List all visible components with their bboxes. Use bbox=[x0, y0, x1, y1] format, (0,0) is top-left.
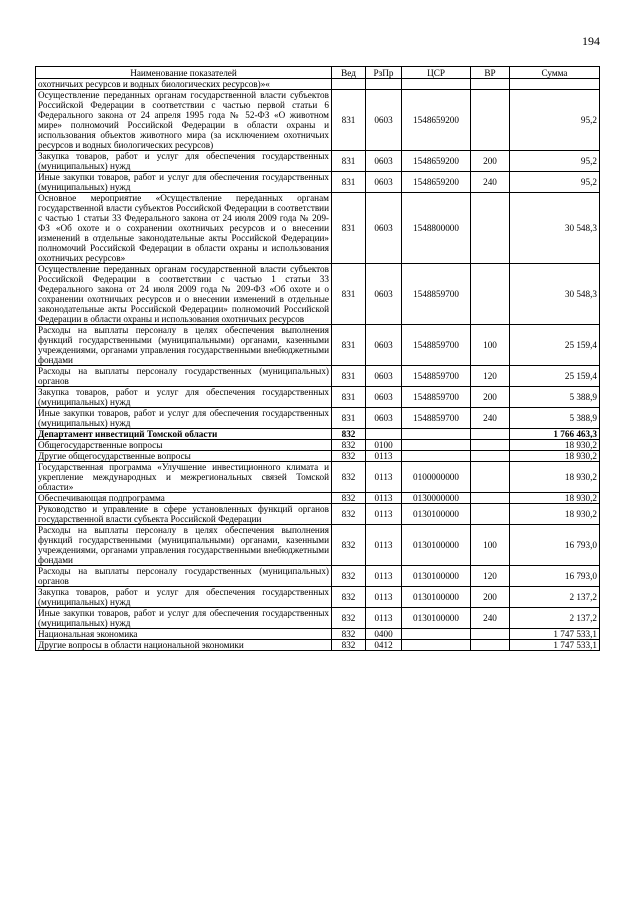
cell-ved: 832 bbox=[332, 462, 366, 493]
cell-rzpr: 0113 bbox=[366, 462, 402, 493]
cell-csr: 1548859700 bbox=[402, 264, 471, 325]
cell-name: Другие вопросы в области национальной экономики bbox=[36, 640, 332, 651]
table-row bbox=[36, 587, 600, 608]
cell-ved: 831 bbox=[332, 366, 366, 387]
cell-vr: 240 bbox=[471, 408, 510, 429]
cell-name: Другие общегосударственные вопросы bbox=[36, 451, 332, 462]
cell-csr: 0130100000 bbox=[402, 566, 471, 587]
cell-csr: 1548859700 bbox=[402, 408, 471, 429]
cell-rzpr: 0113 bbox=[366, 451, 402, 462]
cell-name: Иные закупки товаров, работ и услуг для обеспечения государственных (муниципальных) нужд bbox=[36, 408, 332, 429]
cell-rzpr: 0412 bbox=[366, 640, 402, 651]
cell-sum: 18 930,2 bbox=[510, 462, 600, 493]
cell-sum: 25 159,4 bbox=[510, 325, 600, 366]
cell-name: Закупка товаров, работ и услуг для обеспечения государственных (муниципальных) нужд bbox=[36, 587, 332, 608]
cell-sum: 18 930,2 bbox=[510, 451, 600, 462]
cell-sum: 30 548,3 bbox=[510, 193, 600, 264]
cell-rzpr: 0113 bbox=[366, 608, 402, 629]
budget-table bbox=[35, 66, 600, 651]
table-row bbox=[36, 193, 600, 264]
cell-vr bbox=[471, 493, 510, 504]
cell-ved: 831 bbox=[332, 90, 366, 151]
cell-name: Расходы на выплаты персоналу в целях обеспечения выполнения функций государственными (муниципальными) органами, казенными учреждениями, органами управления государственными внебюджетными фондами bbox=[36, 525, 332, 566]
cell-csr: 0100000000 bbox=[402, 462, 471, 493]
cell-rzpr: 0603 bbox=[366, 325, 402, 366]
table-row bbox=[36, 387, 600, 408]
cell-sum: 5 388,9 bbox=[510, 408, 600, 429]
cell-rzpr bbox=[366, 79, 402, 90]
cell-ved: 832 bbox=[332, 493, 366, 504]
cell-sum: 25 159,4 bbox=[510, 366, 600, 387]
cell-rzpr: 0603 bbox=[366, 151, 402, 172]
cell-name: Руководство и управление в сфере установленных функций органов государственной власти субъекта Российской Федерации bbox=[36, 504, 332, 525]
cell-csr bbox=[402, 640, 471, 651]
cell-name: Основное мероприятие «Осуществление переданных органам государственной власти субъектов Российской Федерации в соответствии с частью 1 статьи 33 Федерального закона от 24 июля 2009 года № 209-ФЗ «Об охоте и о сохранении охотничьих ресурсов и о внесении изменений в отдельные законодательные акты Российской Федерации» полномочий Российской Федерации в области охраны и использования охотничьих ресурсов» bbox=[36, 193, 332, 264]
cell-rzpr: 0603 bbox=[366, 366, 402, 387]
cell-vr: 100 bbox=[471, 325, 510, 366]
cell-ved: 831 bbox=[332, 151, 366, 172]
page-number: 194 bbox=[582, 34, 600, 48]
cell-csr: 0130100000 bbox=[402, 608, 471, 629]
header-rzpr: РзПр bbox=[366, 67, 402, 79]
table-row bbox=[36, 629, 600, 640]
cell-name: Обеспечивающая подпрограмма bbox=[36, 493, 332, 504]
cell-rzpr: 0400 bbox=[366, 629, 402, 640]
cell-ved: 831 bbox=[332, 172, 366, 193]
cell-vr bbox=[471, 429, 510, 440]
cell-csr bbox=[402, 429, 471, 440]
cell-csr: 1548859700 bbox=[402, 325, 471, 366]
cell-name: Закупка товаров, работ и услуг для обеспечения государственных (муниципальных) нужд bbox=[36, 151, 332, 172]
cell-vr: 120 bbox=[471, 366, 510, 387]
cell-sum: 18 930,2 bbox=[510, 440, 600, 451]
cell-csr: 1548800000 bbox=[402, 193, 471, 264]
cell-vr bbox=[471, 462, 510, 493]
cell-vr: 200 bbox=[471, 151, 510, 172]
cell-rzpr: 0113 bbox=[366, 587, 402, 608]
cell-ved: 831 bbox=[332, 408, 366, 429]
cell-rzpr: 0603 bbox=[366, 408, 402, 429]
cell-sum: 30 548,3 bbox=[510, 264, 600, 325]
cell-vr: 200 bbox=[471, 587, 510, 608]
cell-name: Осуществление переданных органам государственной власти субъектов Российской Федерации в соответствии с частью 1 статьи 33 Федерального закона от 24 июля 2009 года № 209-ФЗ «Об охоте и о сохранении охотничьих ресурсов и о внесении изменений в отдельные законодательные акты Российской Федерации» полномочий Российской Федерации в области охраны и использования охотничьих ресурсов bbox=[36, 264, 332, 325]
cell-name: Расходы на выплаты персоналу государственных (муниципальных) органов bbox=[36, 366, 332, 387]
cell-ved: 832 bbox=[332, 587, 366, 608]
cell-rzpr: 0113 bbox=[366, 504, 402, 525]
cell-vr bbox=[471, 629, 510, 640]
cell-rzpr: 0603 bbox=[366, 90, 402, 151]
cell-vr bbox=[471, 90, 510, 151]
table-row bbox=[36, 79, 600, 90]
cell-vr bbox=[471, 264, 510, 325]
table-row bbox=[36, 172, 600, 193]
cell-name: Иные закупки товаров, работ и услуг для обеспечения государственных (муниципальных) нужд bbox=[36, 172, 332, 193]
cell-vr: 100 bbox=[471, 525, 510, 566]
table-row bbox=[36, 264, 600, 325]
cell-rzpr: 0603 bbox=[366, 172, 402, 193]
table-header-row bbox=[36, 67, 600, 79]
cell-sum: 5 388,9 bbox=[510, 387, 600, 408]
cell-name: Расходы на выплаты персоналу в целях обеспечения выполнения функций государственными (муниципальными) органами, казенными учреждениями, органами управления государственными внебюджетными фондами bbox=[36, 325, 332, 366]
cell-name: Иные закупки товаров, работ и услуг для обеспечения государственных (муниципальных) нужд bbox=[36, 608, 332, 629]
cell-ved: 832 bbox=[332, 608, 366, 629]
cell-sum: 95,2 bbox=[510, 90, 600, 151]
cell-ved bbox=[332, 79, 366, 90]
cell-sum: 2 137,2 bbox=[510, 608, 600, 629]
cell-sum: 16 793,0 bbox=[510, 525, 600, 566]
table-row bbox=[36, 429, 600, 440]
cell-ved: 831 bbox=[332, 264, 366, 325]
cell-ved: 832 bbox=[332, 525, 366, 566]
cell-csr: 1548659200 bbox=[402, 151, 471, 172]
header-ved: Вед bbox=[332, 67, 366, 79]
table-row bbox=[36, 493, 600, 504]
cell-sum: 18 930,2 bbox=[510, 493, 600, 504]
cell-name: Национальная экономика bbox=[36, 629, 332, 640]
cell-csr: 1548659200 bbox=[402, 90, 471, 151]
table-row bbox=[36, 640, 600, 651]
cell-rzpr: 0113 bbox=[366, 566, 402, 587]
cell-rzpr: 0113 bbox=[366, 525, 402, 566]
table-row bbox=[36, 151, 600, 172]
table-row bbox=[36, 90, 600, 151]
table-row bbox=[36, 566, 600, 587]
cell-csr bbox=[402, 79, 471, 90]
cell-ved: 831 bbox=[332, 193, 366, 264]
cell-sum: 18 930,2 bbox=[510, 504, 600, 525]
cell-name: Государственная программа «Улучшение инвестиционного климата и укрепление международных и межрегиональных связей Томской области» bbox=[36, 462, 332, 493]
cell-name: Закупка товаров, работ и услуг для обеспечения государственных (муниципальных) нужд bbox=[36, 387, 332, 408]
cell-csr bbox=[402, 440, 471, 451]
table-row bbox=[36, 325, 600, 366]
cell-sum bbox=[510, 79, 600, 90]
cell-rzpr bbox=[366, 429, 402, 440]
cell-rzpr: 0603 bbox=[366, 193, 402, 264]
cell-vr bbox=[471, 79, 510, 90]
cell-vr bbox=[471, 504, 510, 525]
cell-ved: 832 bbox=[332, 429, 366, 440]
table-row bbox=[36, 462, 600, 493]
cell-ved: 832 bbox=[332, 440, 366, 451]
cell-name: Осуществление переданных органам государственной власти субъектов Российской Федерации в соответствии с частью первой статьи 6 Федерального закона от 24 апреля 1995 года № 52-ФЗ «О животном мире» полномочий Российской Федерации в области охраны и использования объектов животного мира (за исключением охотничьих ресурсов и водных биологических ресурсов) bbox=[36, 90, 332, 151]
cell-vr bbox=[471, 451, 510, 462]
cell-sum: 1 747 533,1 bbox=[510, 640, 600, 651]
table-row bbox=[36, 408, 600, 429]
table-row bbox=[36, 451, 600, 462]
cell-csr: 0130100000 bbox=[402, 587, 471, 608]
cell-sum: 2 137,2 bbox=[510, 587, 600, 608]
cell-vr bbox=[471, 640, 510, 651]
cell-vr: 200 bbox=[471, 387, 510, 408]
cell-rzpr: 0113 bbox=[366, 493, 402, 504]
table-row bbox=[36, 366, 600, 387]
cell-rzpr: 0100 bbox=[366, 440, 402, 451]
cell-csr: 0130100000 bbox=[402, 525, 471, 566]
cell-name: Расходы на выплаты персоналу государственных (муниципальных) органов bbox=[36, 566, 332, 587]
cell-vr bbox=[471, 193, 510, 264]
cell-csr bbox=[402, 629, 471, 640]
cell-vr: 240 bbox=[471, 608, 510, 629]
cell-sum: 95,2 bbox=[510, 151, 600, 172]
cell-ved: 832 bbox=[332, 504, 366, 525]
cell-csr: 1548859700 bbox=[402, 366, 471, 387]
cell-sum: 1 747 533,1 bbox=[510, 629, 600, 640]
cell-vr: 240 bbox=[471, 172, 510, 193]
cell-ved: 832 bbox=[332, 451, 366, 462]
table-row bbox=[36, 504, 600, 525]
cell-ved: 832 bbox=[332, 629, 366, 640]
cell-name: охотничьих ресурсов и водных биологических ресурсов)»« bbox=[36, 79, 332, 90]
cell-sum: 1 766 463,3 bbox=[510, 429, 600, 440]
header-csr: ЦСР bbox=[402, 67, 471, 79]
cell-csr: 1548859700 bbox=[402, 387, 471, 408]
cell-rzpr: 0603 bbox=[366, 387, 402, 408]
cell-name: Общегосударственные вопросы bbox=[36, 440, 332, 451]
header-name: Наименование показателей bbox=[36, 67, 332, 79]
table-body bbox=[36, 79, 600, 651]
cell-sum: 95,2 bbox=[510, 172, 600, 193]
cell-vr bbox=[471, 440, 510, 451]
header-sum: Сумма bbox=[510, 67, 600, 79]
cell-name: Департамент инвестиций Томской области bbox=[36, 429, 332, 440]
cell-ved: 832 bbox=[332, 566, 366, 587]
cell-rzpr: 0603 bbox=[366, 264, 402, 325]
table-row bbox=[36, 525, 600, 566]
header-vr: ВР bbox=[471, 67, 510, 79]
cell-csr: 1548659200 bbox=[402, 172, 471, 193]
cell-csr: 0130100000 bbox=[402, 504, 471, 525]
cell-csr: 0130000000 bbox=[402, 493, 471, 504]
cell-csr bbox=[402, 451, 471, 462]
cell-vr: 120 bbox=[471, 566, 510, 587]
cell-ved: 832 bbox=[332, 640, 366, 651]
cell-sum: 16 793,0 bbox=[510, 566, 600, 587]
cell-ved: 831 bbox=[332, 387, 366, 408]
cell-ved: 831 bbox=[332, 325, 366, 366]
table-row bbox=[36, 608, 600, 629]
table-row bbox=[36, 440, 600, 451]
